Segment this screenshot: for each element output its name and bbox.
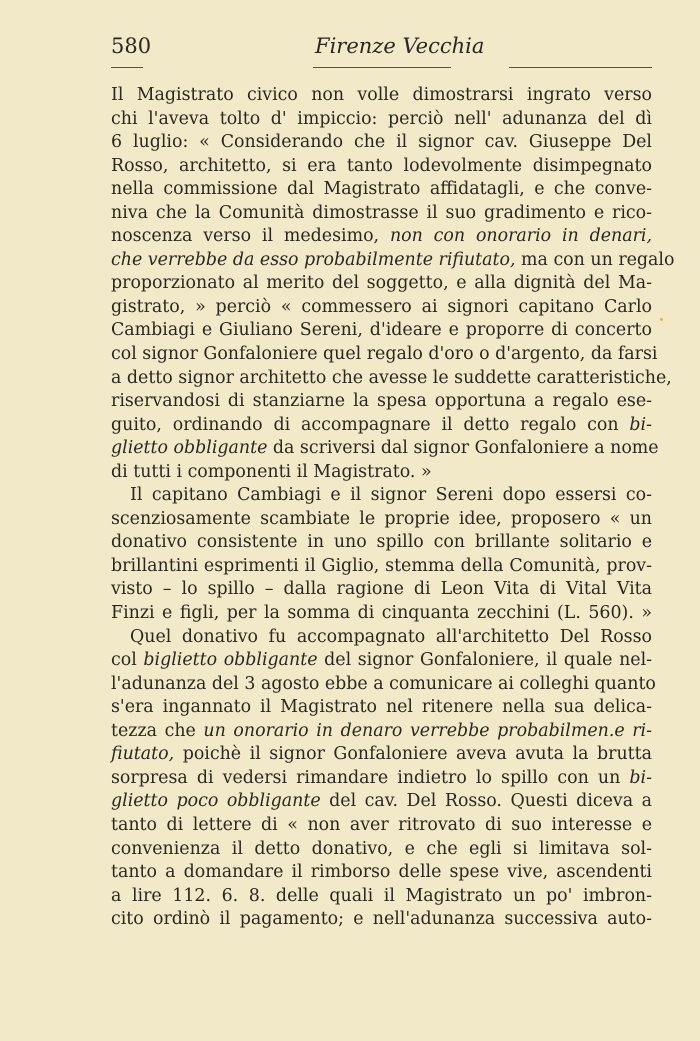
italic-text: fiutato, [111, 744, 175, 765]
text-span: Quel donativo fu accompagnato all'architetto Del Rosso [130, 626, 652, 647]
header-rule [111, 67, 143, 68]
text-line [111, 155, 652, 179]
text-span: tanto a domandare il rimborso delle spese vive, ascendenti [111, 862, 652, 883]
margin-speck [660, 318, 663, 321]
text-span: tanto di lettere di « non aver ritrovato di suo interesse e [111, 814, 652, 835]
header-rule [509, 67, 652, 68]
text-span: l'adunanza del 3 agosto ebbe a comunicare ai colleghi quanto [111, 673, 656, 694]
text-line [111, 720, 652, 744]
text-line [111, 484, 652, 508]
text-span: a detto signor architetto che avesse le suddette caratteristiche, [111, 367, 672, 388]
text-line [111, 508, 652, 532]
text-line [111, 249, 675, 273]
text-span: cito ordinò il pagamento; e nell'adunanza successiva auto- [111, 909, 652, 930]
text-span: del signor Gonfaloniere, il quale nel- [317, 650, 653, 671]
italic-text: glietto obbligante [111, 438, 268, 459]
text-line [111, 178, 652, 202]
text-line [111, 602, 652, 626]
text-span: a lire 112. 6. 8. delle quali il Magistrato un po' imbron- [111, 885, 652, 906]
text-line [111, 225, 652, 249]
text-line [111, 461, 652, 485]
text-span: guito, ordinando di accompagnare il detto regalo con [111, 414, 630, 435]
text-line [111, 743, 652, 767]
text-line [111, 296, 652, 320]
text-span: Rosso, architetto, si era tanto lodevolmente disimpegnato [111, 155, 652, 176]
text-span: brillantini esprimenti il Giglio, stemma della Comunità, prov- [111, 555, 652, 576]
text-span: da scriversi dal signor Gonfaloniere a nome [267, 438, 659, 459]
text-line [111, 649, 652, 673]
text-span: donativo consistente in uno spillo con brillante solitario e [111, 532, 652, 553]
text-line [111, 885, 652, 909]
text-line [111, 578, 652, 602]
text-line [111, 272, 652, 296]
italic-text: non con onorario in denari, [389, 226, 652, 247]
text-span: tezza che [111, 720, 204, 741]
text-line [111, 437, 659, 461]
text-line [111, 814, 652, 838]
text-line [111, 838, 652, 862]
text-line [111, 696, 652, 720]
text-line [111, 626, 652, 650]
text-line [111, 790, 652, 814]
body-text [111, 84, 675, 932]
text-span: col signor Gonfaloniere quel regalo d'oro o d'argento, da farsi [111, 344, 658, 365]
running-title: Firenze Vecchia [315, 34, 485, 58]
text-span: sorpresa di vedersi rimandare indietro lo spillo con un [111, 767, 630, 788]
text-line [111, 861, 652, 885]
text-line [111, 131, 652, 155]
text-line [111, 908, 652, 932]
text-span: gistrato, » perciò « commessero ai signori capitano Carlo [111, 296, 652, 317]
text-span: convenienza il detto donativo, e che egli si limitava sol- [111, 838, 652, 859]
text-span: Finzi e figli, per la somma di cinquanta zecchini (L. 560). » [111, 603, 652, 624]
text-line [111, 202, 652, 226]
text-line [111, 343, 658, 367]
italic-text: bi- [629, 767, 652, 788]
text-span: nella commissione dal Magistrato affidatagli, e che conve- [111, 179, 652, 200]
italic-text: un onorario in denaro verrebbe probabilmen.e ri- [203, 720, 652, 741]
text-span: proporzionato al merito del soggetto, e alla dignità del Ma- [111, 273, 652, 294]
page-number: 580 [111, 34, 152, 58]
italic-text: bi- [629, 414, 652, 435]
text-line [111, 390, 652, 414]
italic-text: che verrebbe da esso probabilmente rifiutato, [111, 249, 516, 270]
text-line [111, 367, 672, 391]
text-line [111, 84, 652, 108]
text-line [111, 555, 652, 579]
text-span: del cav. Del Rosso. Questi diceva a [320, 791, 652, 812]
text-span: Cambiagi e Giuliano Sereni, d'ideare e proporre di concerto [111, 320, 652, 341]
running-header [111, 34, 652, 74]
text-span: col [111, 650, 144, 671]
text-line [111, 414, 652, 438]
text-span: 6 luglio: « Considerando che il signor cav. Giuseppe Del [111, 132, 652, 153]
text-span: ma con un regalo [515, 249, 675, 270]
text-span: scenziosamente scambiate le proprie idee, proposero « un [111, 508, 652, 529]
italic-text: biglietto obbligante [143, 650, 318, 671]
text-line [111, 531, 652, 555]
text-span: niva che la Comunità dimostrasse il suo gradimento e rico- [111, 202, 652, 223]
text-span: Il capitano Cambiagi e il signor Sereni dopo essersi co- [130, 485, 652, 506]
text-span: Il Magistrato civico non volle dimostrarsi ingrato verso [111, 85, 652, 105]
text-span: di tutti i componenti il Magistrato. » [111, 461, 432, 482]
text-span: s'era ingannato il Magistrato nel ritenere nella sua delica- [111, 697, 652, 718]
text-span: chi l'aveva tolto d' impiccio: perciò nell' adunanza del dì [111, 108, 652, 129]
text-line [111, 108, 652, 132]
text-line [111, 319, 652, 343]
header-rule [313, 67, 451, 68]
text-line [111, 767, 652, 791]
text-line [111, 673, 656, 697]
text-span: poichè il signor Gonfaloniere aveva avuta la brutta [174, 744, 652, 765]
italic-text: glietto poco obbligante [111, 791, 321, 812]
text-span: noscenza verso il medesimo, [111, 226, 390, 247]
text-span: visto – lo spillo – dalla ragione di Leon Vita di Vital Vita [111, 579, 652, 600]
text-span: riservandosi di stanziarne la spesa opportuna a regalo ese- [111, 391, 652, 412]
